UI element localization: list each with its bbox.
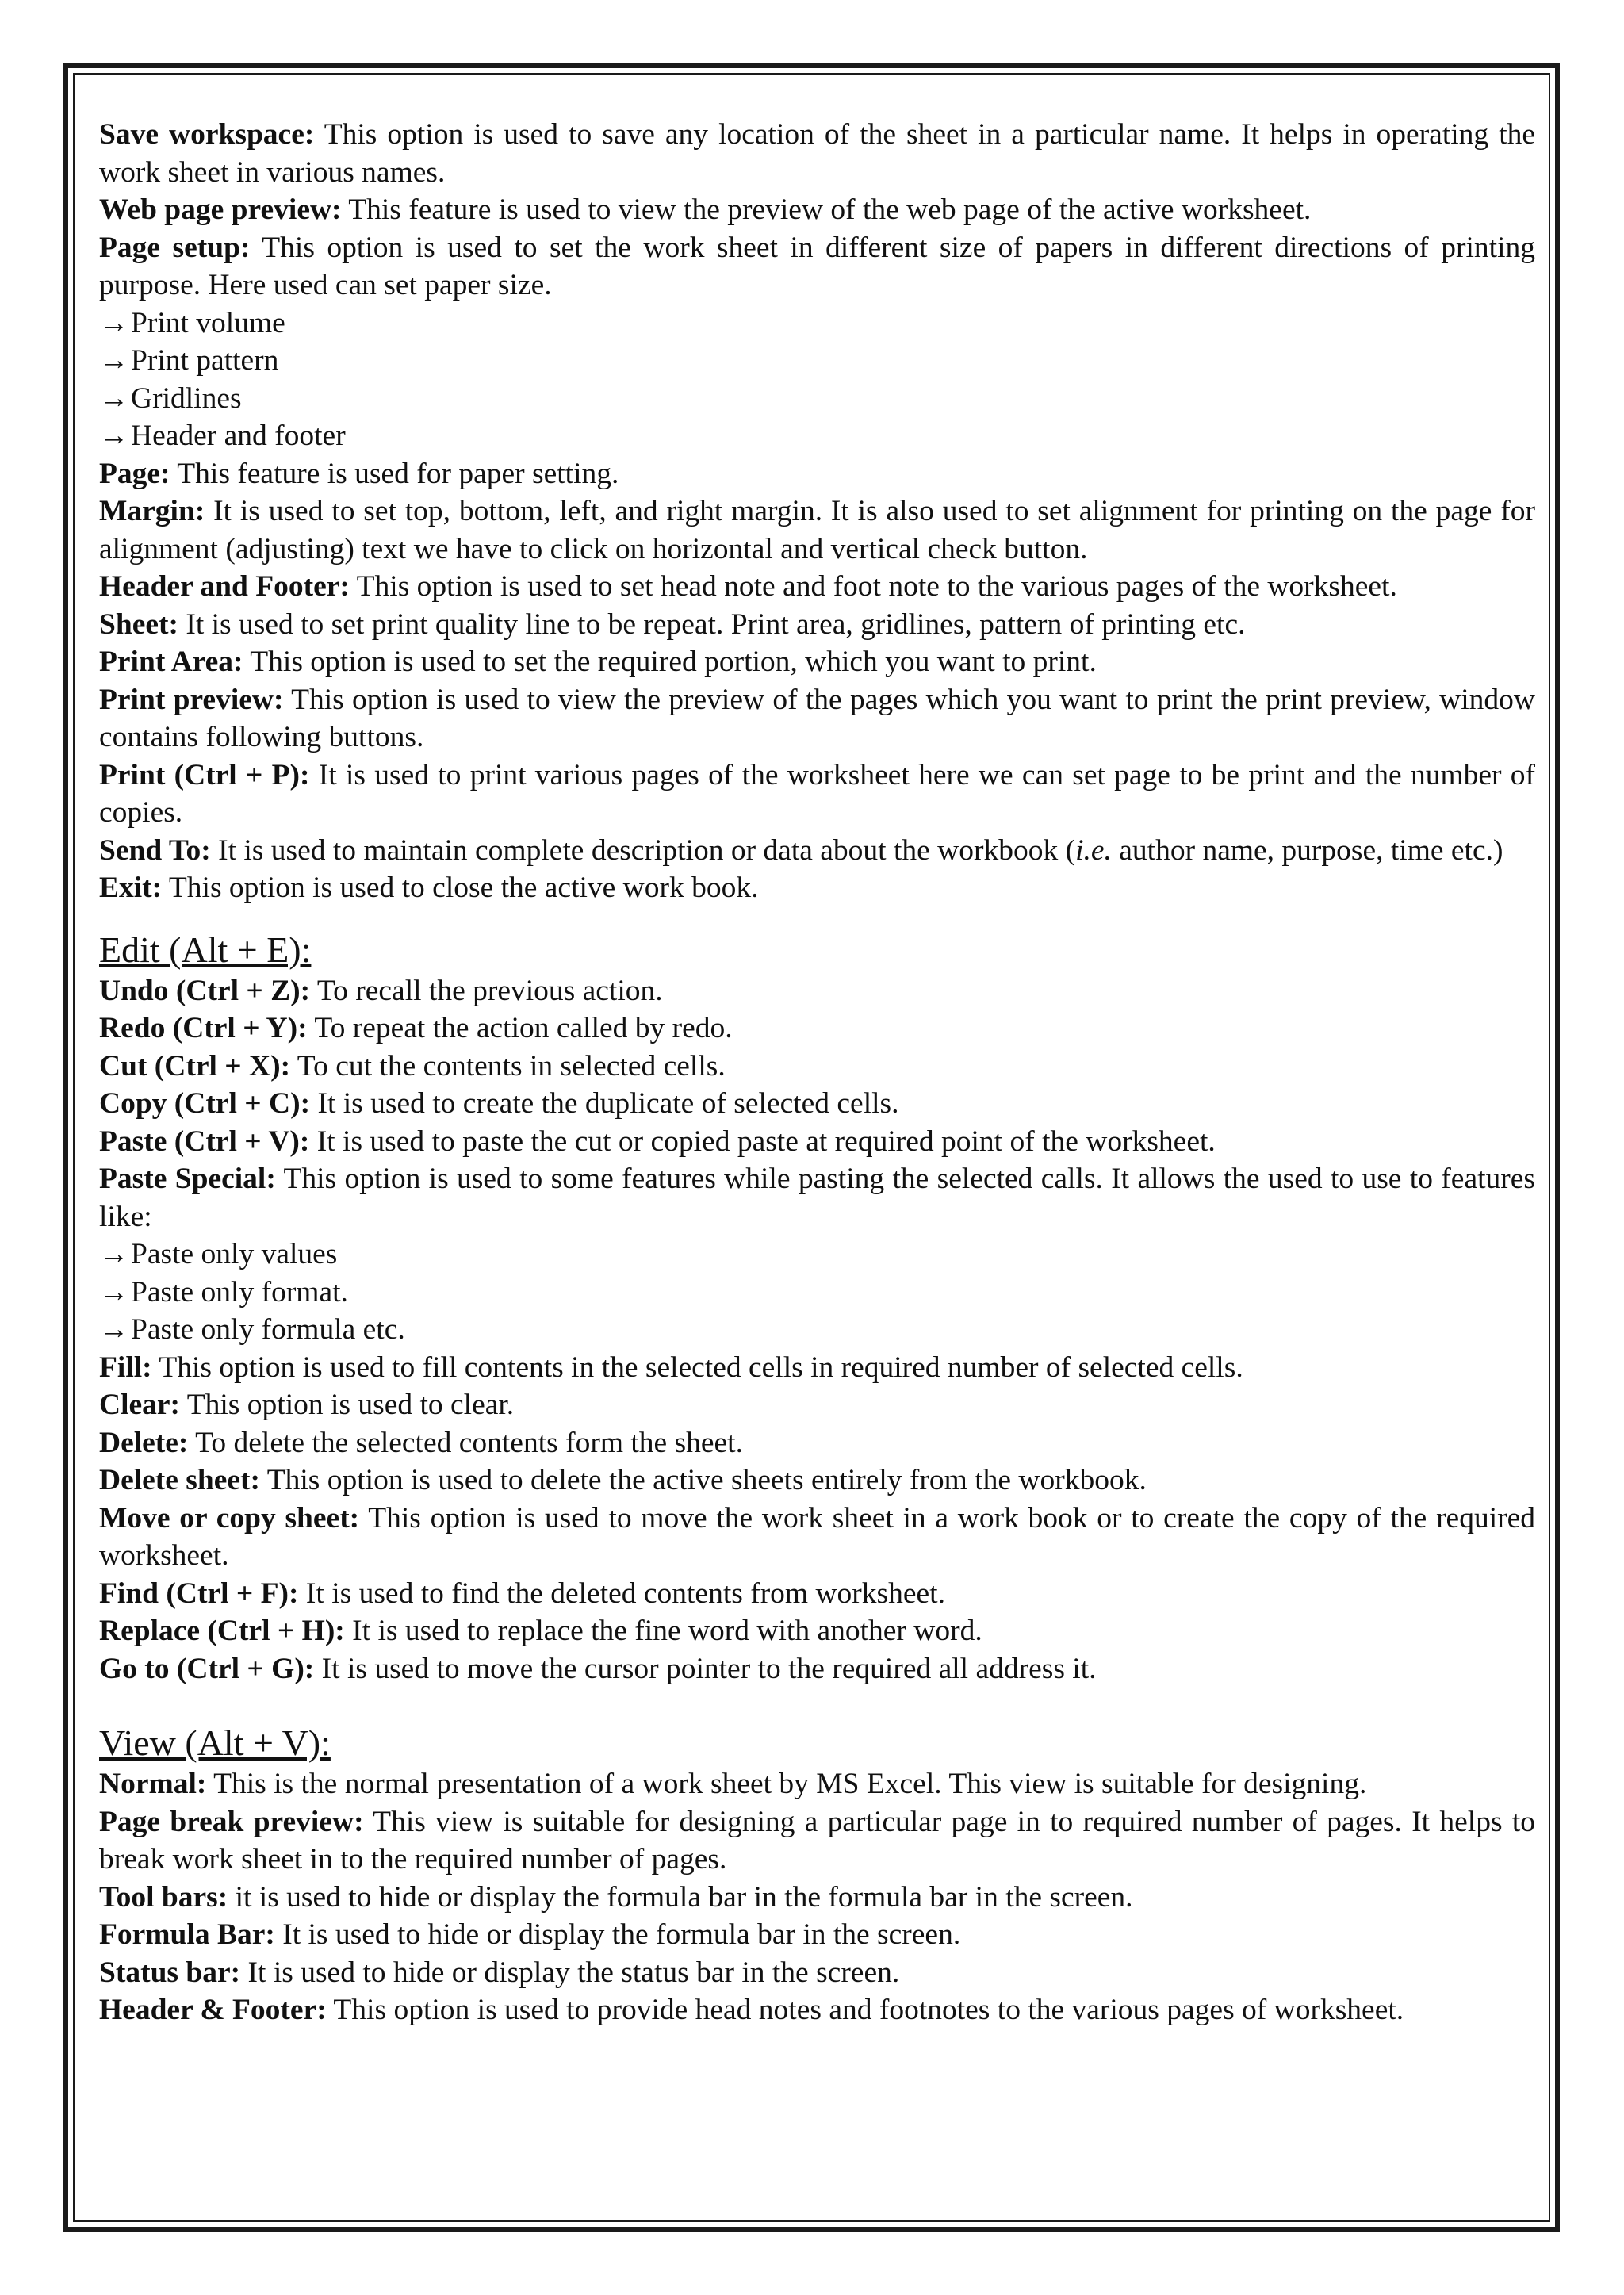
definition-term: Sheet: xyxy=(99,607,178,641)
definition-item xyxy=(99,492,1535,568)
definition-text: This option is used to set the work sheet in different size of papers in different directions of printing purpose. Here used can set paper size. xyxy=(99,231,1536,301)
definition-item xyxy=(99,1010,1535,1048)
definition-item xyxy=(99,606,1535,644)
definition-term: Fill: xyxy=(99,1351,152,1384)
definition-text: It is used to create the duplicate of selected cells. xyxy=(310,1087,899,1120)
definition-term: Paste Special: xyxy=(99,1163,276,1195)
definition-term: Copy (Ctrl + C): xyxy=(99,1087,311,1120)
definition-text: it is used to hide or display the formula bar in the formula bar in the screen. xyxy=(228,1880,1133,1914)
definition-term: Formula Bar: xyxy=(99,1918,275,1951)
definition-text: It is used to set print quality line to be repeat. Print area, gridlines, pattern of printing etc. xyxy=(178,607,1246,641)
definition-text: This option is used to set the required portion, which you want to print. xyxy=(243,646,1097,678)
definition-term: Replace (Ctrl + H): xyxy=(99,1615,345,1647)
arrow-icon: → xyxy=(99,306,129,339)
definition-term: Status bar: xyxy=(99,1956,241,1989)
definition-item xyxy=(99,1879,1535,1917)
definition-item xyxy=(99,1612,1535,1650)
definition-text: It is used to set top, bottom, left, and right margin. It is also used to set alignment for printing on the page for alignment (adjusting) text we have to click on horizontal and vertical check button. xyxy=(99,495,1535,565)
definition-text: To repeat the action called by redo. xyxy=(307,1012,733,1044)
section-heading-view: View (Alt + V): xyxy=(99,1722,331,1763)
arrow-list-text: Header and footer xyxy=(131,420,346,452)
definition-text: This option is used to close the active work book. xyxy=(162,872,759,904)
definition-item xyxy=(99,681,1535,757)
definition-term: Send To: xyxy=(99,833,211,867)
definition-text: To delete the selected contents form the sheet. xyxy=(188,1426,743,1459)
definition-term: Print preview: xyxy=(99,683,284,716)
definition-text: This option is used to fill contents in the selected cells in required number of selected cells. xyxy=(151,1351,1243,1384)
definition-item xyxy=(99,1650,1535,1688)
definition-item xyxy=(99,1160,1535,1236)
arrow-list-text: Print pattern xyxy=(131,344,279,377)
definition-item xyxy=(99,455,1535,493)
arrow-list-item xyxy=(99,305,1535,343)
definition-term: Delete: xyxy=(99,1426,189,1459)
definition-text: author name, purpose, time etc.) xyxy=(1111,833,1503,867)
definition-item xyxy=(99,1349,1535,1387)
definition-text: This view is suitable for designing a particular page in to required number of pages. It helps to break work sheet in to the required number of pages. xyxy=(99,1805,1535,1875)
arrow-icon: → xyxy=(99,420,129,452)
arrow-list-item xyxy=(99,1274,1535,1312)
arrow-list-item xyxy=(99,1311,1535,1349)
definition-text: It is used to find the deleted contents from worksheet. xyxy=(298,1577,945,1610)
arrow-list-text: Print volume xyxy=(131,306,285,339)
definition-text: This option is used to provide head notes and footnotes to the various pages of worksheet. xyxy=(326,1994,1404,2026)
definition-term: Normal: xyxy=(99,1768,207,1800)
definition-item xyxy=(99,643,1535,681)
definition-item xyxy=(99,229,1535,305)
definition-term: Page: xyxy=(99,457,170,490)
definition-text: It is used to move the cursor pointer to the required all address it. xyxy=(314,1652,1097,1685)
definition-text: This option is used to set head note and foot note to the various pages of the worksheet. xyxy=(349,570,1397,603)
definition-text: It is used to maintain complete description or data about the workbook ( xyxy=(210,833,1076,867)
definition-text: This option is used to delete the active sheets entirely from the workbook. xyxy=(260,1464,1147,1496)
arrow-list-item xyxy=(99,1236,1535,1274)
definition-text: It is used to hide or display the status bar in the screen. xyxy=(240,1956,900,1989)
definition-term: Exit: xyxy=(99,872,163,904)
definition-text: To recall the previous action. xyxy=(310,974,663,1007)
definition-term: Page setup: xyxy=(99,231,251,264)
definition-term: Clear: xyxy=(99,1389,181,1421)
definition-text: It is used to hide or display the formula bar in the screen. xyxy=(274,1918,961,1951)
arrow-list-text: Paste only format. xyxy=(131,1275,348,1308)
definition-text: To cut the contents in selected cells. xyxy=(290,1049,726,1082)
definition-text: It is used to print various pages of the worksheet here we can set page to be print and the number of copies. xyxy=(99,758,1536,829)
definition-item xyxy=(99,1424,1535,1462)
definition-term: Header and Footer: xyxy=(99,570,350,603)
definition-term: Go to (Ctrl + G): xyxy=(99,1652,315,1685)
definition-item xyxy=(99,1048,1535,1086)
definition-term: Find (Ctrl + F): xyxy=(99,1577,299,1610)
definition-text: This option is used to view the preview of the pages which you want to print the print preview, window contains following buttons. xyxy=(99,683,1535,753)
definition-item xyxy=(99,972,1535,1010)
definition-item xyxy=(99,191,1535,229)
definition-item xyxy=(99,1500,1535,1575)
definition-item xyxy=(99,1575,1535,1613)
definition-term: Page break preview: xyxy=(99,1805,364,1838)
definition-term: Print Area: xyxy=(99,646,243,678)
definition-item xyxy=(99,1765,1535,1803)
arrow-list-item xyxy=(99,380,1535,418)
definition-item xyxy=(99,832,1535,870)
definition-italic: i.e. xyxy=(1075,833,1112,867)
arrow-list-text: Paste only values xyxy=(131,1238,338,1270)
definition-text: This option is used to save any location of the sheet in a particular name. It helps in operating the work sheet in various names. xyxy=(99,118,1536,189)
section-heading-edit: Edit (Alt + E): xyxy=(99,929,312,970)
definition-text: It is used to replace the fine word with another word. xyxy=(344,1615,982,1647)
definition-item xyxy=(99,1123,1535,1161)
definition-item xyxy=(99,757,1535,832)
definition-item xyxy=(99,568,1535,606)
definition-term: Print (Ctrl + P): xyxy=(99,758,310,791)
definition-item xyxy=(99,1462,1535,1500)
arrow-list-text: Gridlines xyxy=(131,381,242,415)
arrow-icon: → xyxy=(99,1275,129,1308)
definition-text: This feature is used for paper setting. xyxy=(170,457,619,490)
definition-term: Delete sheet: xyxy=(99,1464,261,1496)
definition-text: This option is used to move the work sheet in a work book or to create the copy of the required worksheet. xyxy=(99,1501,1535,1572)
arrow-icon: → xyxy=(99,344,129,377)
document-content xyxy=(99,116,1535,2029)
arrow-list-item xyxy=(99,342,1535,380)
definition-term: Move or copy sheet: xyxy=(99,1501,360,1534)
definition-term: Header & Footer: xyxy=(99,1994,327,2026)
definition-term: Save workspace: xyxy=(99,118,315,151)
definition-item xyxy=(99,869,1535,907)
definition-item xyxy=(99,1803,1535,1879)
definition-term: Cut (Ctrl + X): xyxy=(99,1049,291,1082)
definition-term: Tool bars: xyxy=(99,1880,228,1914)
definition-term: Paste (Ctrl + V): xyxy=(99,1125,310,1158)
definition-text: This option is used to clear. xyxy=(180,1389,515,1421)
definition-term: Margin: xyxy=(99,495,205,527)
arrow-icon: → xyxy=(99,1238,129,1270)
arrow-icon: → xyxy=(99,1313,129,1346)
definition-term: Web page preview: xyxy=(99,193,342,226)
arrow-icon: → xyxy=(99,381,129,415)
definition-term: Undo (Ctrl + Z): xyxy=(99,974,311,1007)
definition-text: This feature is used to view the preview of the web page of the active worksheet. xyxy=(341,193,1312,226)
definition-item xyxy=(99,1954,1535,1992)
definition-text: It is used to paste the cut or copied paste at required point of the worksheet. xyxy=(309,1125,1216,1158)
definition-term: Redo (Ctrl + Y): xyxy=(99,1012,308,1044)
definition-text: This is the normal presentation of a work sheet by MS Excel. This view is suitable for designing. xyxy=(206,1768,1367,1800)
definition-item xyxy=(99,1991,1535,2029)
definition-item xyxy=(99,1386,1535,1424)
definition-item xyxy=(99,1085,1535,1123)
arrow-list-text: Paste only formula etc. xyxy=(131,1313,405,1346)
definition-item xyxy=(99,1916,1535,1954)
arrow-list-item xyxy=(99,417,1535,455)
definition-text: This option is used to some features while pasting the selected calls. It allows the used to use to features like: xyxy=(99,1163,1535,1233)
definition-item xyxy=(99,116,1535,191)
